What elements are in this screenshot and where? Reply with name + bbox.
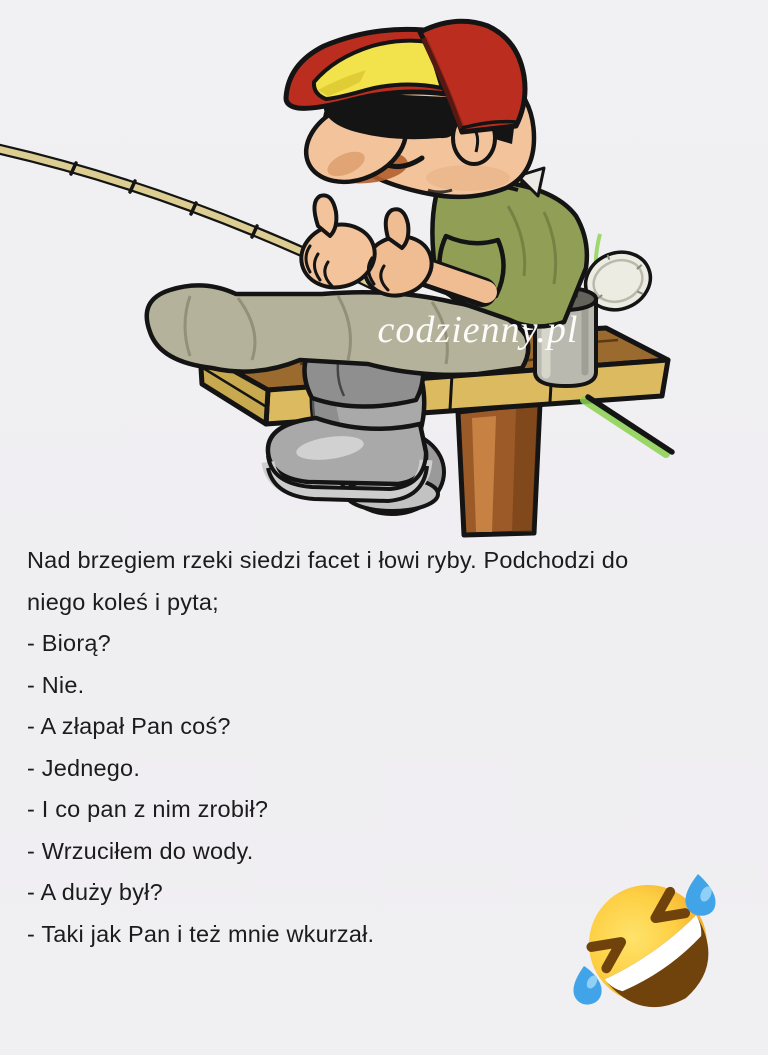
joke-line: - A złapał Pan coś? [27, 713, 231, 739]
joke-line: - Jednego. [27, 754, 141, 781]
rofl-emoji [570, 864, 726, 1020]
rod-butt-shadow [584, 397, 672, 454]
joke-line: Nad brzegiem rzeki siedzi facet i łowi ryby. Podchodzi do [27, 547, 629, 573]
joke-line: - Taki jak Pan i też mnie wkurzał. [27, 920, 375, 947]
joke-line: - Nie. [27, 671, 85, 698]
joke-line: niego koleś i pyta; [27, 588, 219, 615]
joke-line: - A duży był? [27, 879, 163, 905]
dock-post [458, 403, 540, 535]
joke-line: - I co pan z nim zrobił? [27, 796, 269, 822]
joke-line: - Biorą? [27, 630, 111, 656]
joke-line: - Wrzuciłem do wody. [27, 837, 254, 864]
watermark: codzienny.pl [377, 309, 579, 351]
